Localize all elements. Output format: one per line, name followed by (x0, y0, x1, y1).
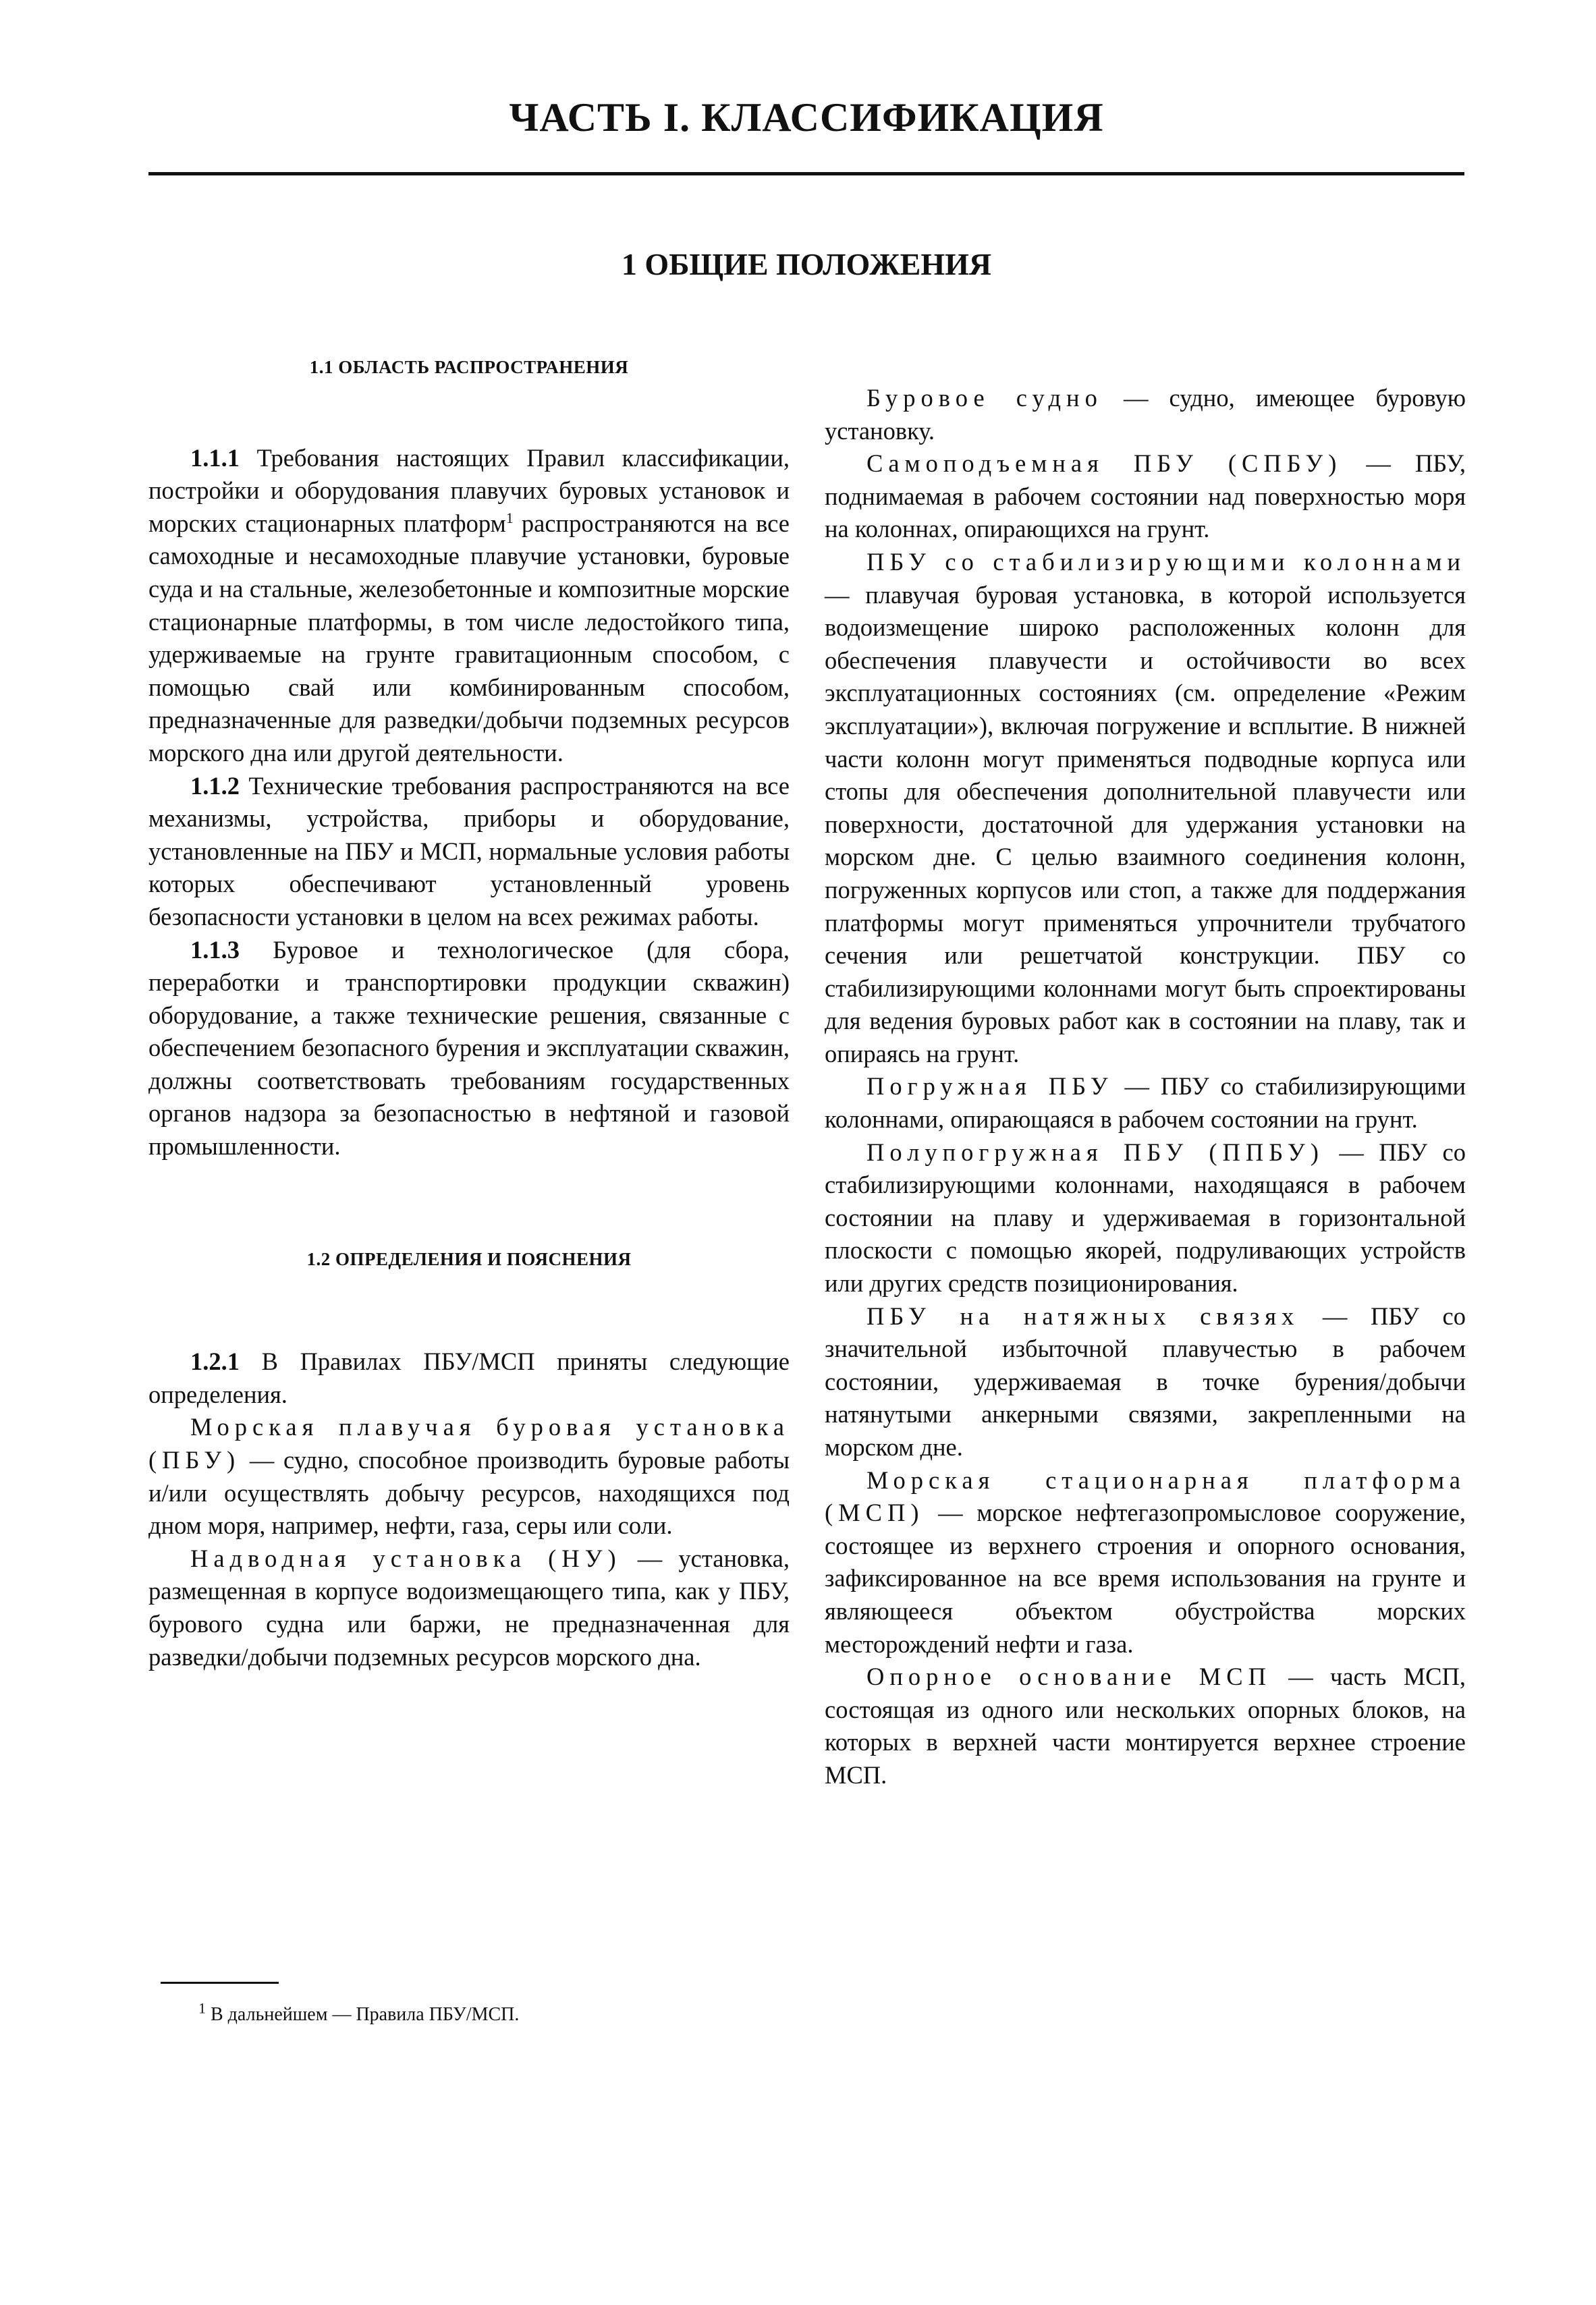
term: Морская плавучая буровая установка (ПБУ) (148, 1413, 790, 1474)
paragraph-number: 1.1.2 (190, 771, 240, 800)
term: Надводная установка (НУ) (190, 1544, 622, 1572)
term: ПБУ на натяжных связях (866, 1302, 1300, 1330)
chapter-title: 1 ОБЩИЕ ПОЛОЖЕНИЯ (621, 247, 992, 281)
term: ПБУ со стабилизирующими колоннами (866, 547, 1466, 576)
paragraph-1-1-3: 1.1.3 Буровое и технологическое (для сбора, переработки и транспортировки продукции скважин) оборудование, а также технические решения, связанные с обеспечением безопасного бурения и эксплуатации скважин, должны соответствовать требованиям государственных органов надзора за безопасностью в нефтяной и газовой промышленности. (148, 935, 790, 1161)
footnote: $^1$ В дальнейшем — Правила ПБУ/МСП. (198, 1999, 520, 2025)
left-column (148, 351, 790, 1673)
footnote-mark: 1 (198, 1999, 206, 2017)
title-rule (148, 172, 1464, 175)
footnote-rule (161, 1982, 279, 1984)
term: Самоподъемная ПБУ (СПБУ) (866, 449, 1342, 478)
definition-drill-ship: Буровое судно — судно, имеющее буровую установку. (825, 384, 1466, 445)
paragraph-number: 1.1.3 (190, 935, 240, 964)
paragraph-1-2-1: 1.2.1 В Правилах ПБУ/МСП приняты следующие определения. (148, 1348, 790, 1408)
term: Буровое судно (866, 384, 1103, 412)
definition-msp: Морская стационарная платформа (МСП) — морское нефтегазопромысловое сооружение, состоящее из верхнего строения и опорного основания, зафиксированное на все время использования на грунте и являющееся объектом обустройства морских месторождений нефти и газа. (825, 1466, 1466, 1658)
definition-pbu: Морская плавучая буровая установка (ПБУ) — судно, способное производить буровые работы и/или осуществлять добычу ресурсов, находящихся под дном моря, например, нефти, газа, серы или соли. (148, 1413, 790, 1540)
definition-spbu: Самоподъемная ПБУ (СПБУ) — ПБУ, поднимаемая в рабочем состоянии над поверхностью моря на колоннах, опирающихся на грунт. (825, 449, 1466, 543)
term: Опорное основание МСП (866, 1663, 1271, 1691)
paragraph-1-1-1: 1.1.1 Требования настоящих Правил классификации, постройки и оборудования плавучих буровых установок и морских стационарных платформ$^1$ распространяются на все самоходные и несамоходные плавучие установки, буровые суда и на стальные, железобетонные и композитные морские стационарные платформы, в том числе ледостойкого типа, удерживаемые на грунте гравитационным способом, с помощью свай или комбинированным способом, предназначенные для разведки/добычи подземных ресурсов морского дна или другой деятельности. (148, 443, 790, 767)
footnote-ref: 1 (505, 509, 514, 526)
section-1-1-heading: 1.1 ОБЛАСТЬ РАСПРОСТРАНЕНИЯ (309, 357, 629, 377)
definition-support-base: Опорное основание МСП — часть МСП, состоящая из одного или нескольких опорных блоков, на которых в верхней части монтируется верхнее строение МСП. (825, 1663, 1466, 1789)
definition-nu: Надводная установка (НУ) — установка, размещенная в корпусе водоизмещающего типа, как у ПБУ, бурового судна или баржи, не предназначенная для разведки/добычи подземных ресурсов морского дна. (148, 1544, 790, 1671)
definition-semi-submersible: Полупогружная ПБУ (ППБУ) — ПБУ со стабилизирующими колоннами, находящаяся в рабочем состоянии на плаву и удерживаемая в горизонтальной плоскости с помощью якорей, подруливающих устройств или других средств позиционирования. (825, 1138, 1466, 1298)
paragraph-1-1-2: 1.1.2 Технические требования распространяются на все механизмы, устройства, приборы и оборудование, установленные на ПБУ и МСП, нормальные условия работы которых обеспечивают установленный уровень безопасности установки в целом на всех режимах работы. (148, 771, 790, 931)
definition-submersible: Погружная ПБУ — ПБУ со стабилизирующими колоннами, опирающаяся в рабочем состоянии на грунт. (825, 1072, 1466, 1134)
definition-column-stabilized: ПБУ со стабилизирующими колоннами — плавучая буровая установка, в которой используется водоизмещение широко расположенных колонн для обеспечения плавучести и остойчивости во всех эксплуатационных состояниях (см. определение «Режим эксплуатации»), включая погружение и всплытие. В нижней части колонн могут применяться подводные корпуса или стопы для обеспечения дополнительной плавучести или поверхности, достаточной для удержания установки на морском дне. С целью взаимного соединения колонн, погруженных корпусов или стоп, а также для поддержания платформы могут применяться упрочнители трубчатого сечения или решетчатой конструкции. ПБУ со стабилизирующими колоннами могут быть спроектированы для ведения буровых работ как в состоянии на плаву, так и опираясь на грунт. (825, 547, 1466, 1067)
paragraph-number: 1.1.1 (190, 443, 240, 472)
term: Полупогружная ПБУ (ППБУ) (866, 1138, 1324, 1166)
part-title: ЧАСТЬ I. КЛАССИФИКАЦИЯ (509, 95, 1104, 140)
section-1-2-heading: 1.2 ОПРЕДЕЛЕНИЯ И ПОЯСНЕНИЯ (306, 1248, 632, 1269)
right-column (825, 382, 1466, 1792)
definition-tension-leg: ПБУ на натяжных связях — ПБУ со значительной избыточной плавучестью в рабочем состоянии, удерживаемая в точке бурения/добычи натянутыми анкерными связями, закрепленными на морском дне. (825, 1302, 1466, 1461)
paragraph-number: 1.2.1 (190, 1348, 240, 1376)
term: Погружная ПБУ (866, 1072, 1113, 1101)
term: Морская стационарная платформа (МСП) (825, 1466, 1466, 1527)
